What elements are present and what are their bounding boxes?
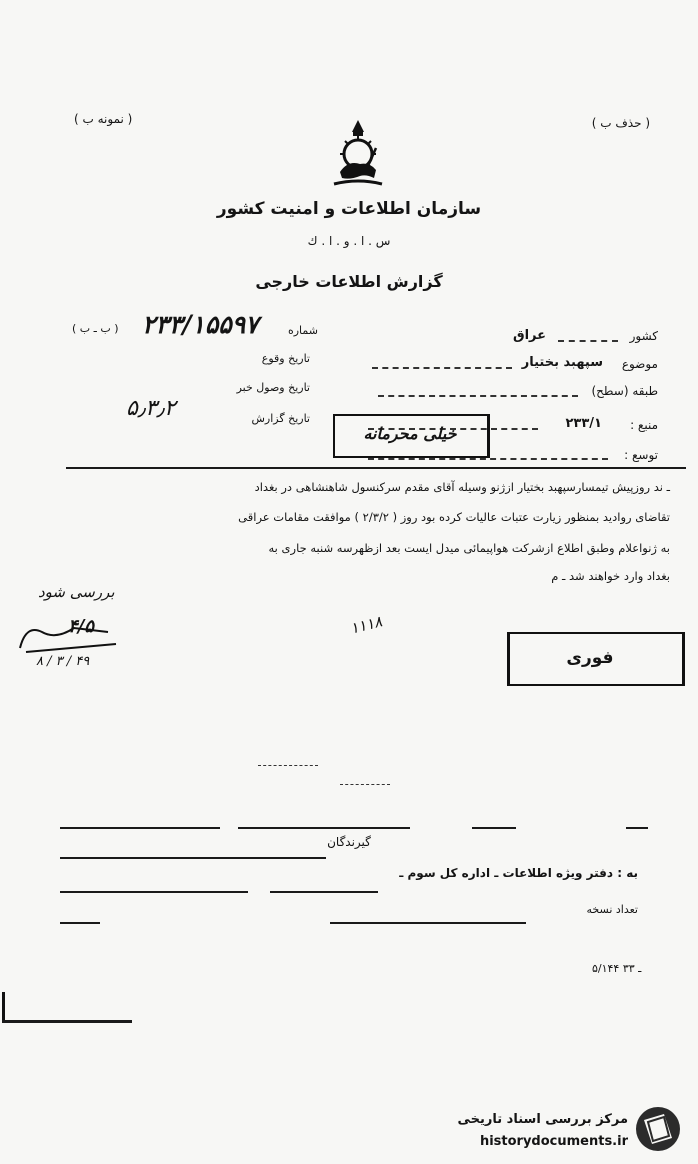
- receipt-date-label: تاریخ وصول خبر: [236, 381, 310, 394]
- organization-code: س . ا . و . ا . ك: [307, 234, 391, 248]
- report-date-value: ۵٫۳٫۲: [126, 396, 176, 421]
- body-line-2: تقاضای روادید بمنظور زیارت عتبات عالیات کرده بود روز ( ۲/۳/۲ ) موافقت مقامات عراقی: [238, 510, 670, 524]
- urgent-stamp-text: فوری: [566, 648, 614, 668]
- handwritten-note-middle: ۱۱۱۸: [348, 612, 384, 638]
- handwritten-note-3: ۸ / ۳ / ۴۹: [36, 654, 90, 669]
- faint-mark-2: [340, 784, 390, 785]
- recipients-line-1b: [238, 827, 410, 829]
- subject-label: موضوع: [621, 357, 658, 371]
- organization-name: سازمان اطلاعات و امنیت کشور: [216, 199, 482, 219]
- handwritten-signature: [16, 618, 126, 658]
- source-value: ۲۳۳/۱: [565, 416, 602, 431]
- body-line-3: به ژنواعلام وطبق اطلاع ازشرکت هواپیمائی میدل ایست بعد ازظهرسه شنبه جاری به: [268, 541, 670, 555]
- number-suffix: ( ب ـ ب ): [72, 322, 119, 335]
- report-title: گزارش اطلاعات خارجی: [255, 272, 443, 291]
- recipients-line-3a: [60, 891, 248, 893]
- scan-edge-line: [2, 1020, 132, 1023]
- country-label: کشور: [629, 329, 658, 343]
- recipients-line-4b: [330, 922, 526, 924]
- recipients-line-3b: [270, 891, 378, 893]
- subject-dash: [372, 367, 512, 369]
- handwritten-note-1: بررسی شود: [38, 583, 115, 601]
- country-dash: [558, 340, 618, 342]
- recipients-to-line: به : دفتر ویژه اطلاعات ـ اداره کل سوم ـ: [399, 866, 638, 880]
- number-label: شماره: [287, 324, 318, 337]
- recipients-heading: گیرندگان: [327, 835, 371, 849]
- lion-and-sun-emblem: [326, 118, 390, 190]
- number-value: ۲۳۳/۱۵۵۹۷: [142, 310, 259, 339]
- source-label: منبع :: [630, 418, 658, 432]
- scan-edge-mark: [2, 992, 5, 1022]
- watermark-site-name: مرکز بررسی اسناد تاریخی: [457, 1112, 628, 1127]
- top-right-tag: ( حذف ب ): [591, 116, 650, 130]
- subject-value: سپهبد بختیار: [521, 355, 603, 370]
- faint-mark-1: [258, 765, 318, 766]
- recipients-line-1d: [626, 827, 648, 829]
- form-code: ۵/۱۴۴ ـ ۳۳: [592, 962, 642, 975]
- recipients-line-1a: [60, 827, 220, 829]
- category-dash: [378, 395, 578, 397]
- watermark-logo-icon: [630, 1104, 686, 1154]
- copies-label: تعداد نسخه: [586, 903, 638, 916]
- top-left-tag: ( نمونه ب ): [74, 112, 133, 126]
- body-line-4: بغداد وارد خواهند شد ـ م: [551, 569, 670, 583]
- remarks-dash: [368, 458, 608, 460]
- classification-stamp-text: خیلی محرمانه: [363, 424, 457, 443]
- country-value: عراق: [512, 328, 546, 343]
- handwritten-note-2: ۴/۵: [68, 616, 94, 637]
- body-line-1: ـ ند روزپیش تیمسارسپهبد بختیار ازژنو وسیله آقای مقدم سرکنسول شاهنشاهی در بغداد: [254, 480, 670, 494]
- category-label: طبقه (سطح): [591, 384, 658, 398]
- body-divider: [66, 467, 686, 469]
- watermark-site-url: historydocuments.ir: [479, 1134, 628, 1149]
- occurrence-date-label: تاریخ وقوع: [261, 352, 310, 365]
- recipients-line-2: [60, 857, 326, 859]
- recipients-line-1c: [472, 827, 516, 829]
- recipients-line-4a: [60, 922, 100, 924]
- remarks-label: توسع :: [624, 448, 658, 462]
- report-date-label: تاریخ گزارش: [251, 412, 310, 425]
